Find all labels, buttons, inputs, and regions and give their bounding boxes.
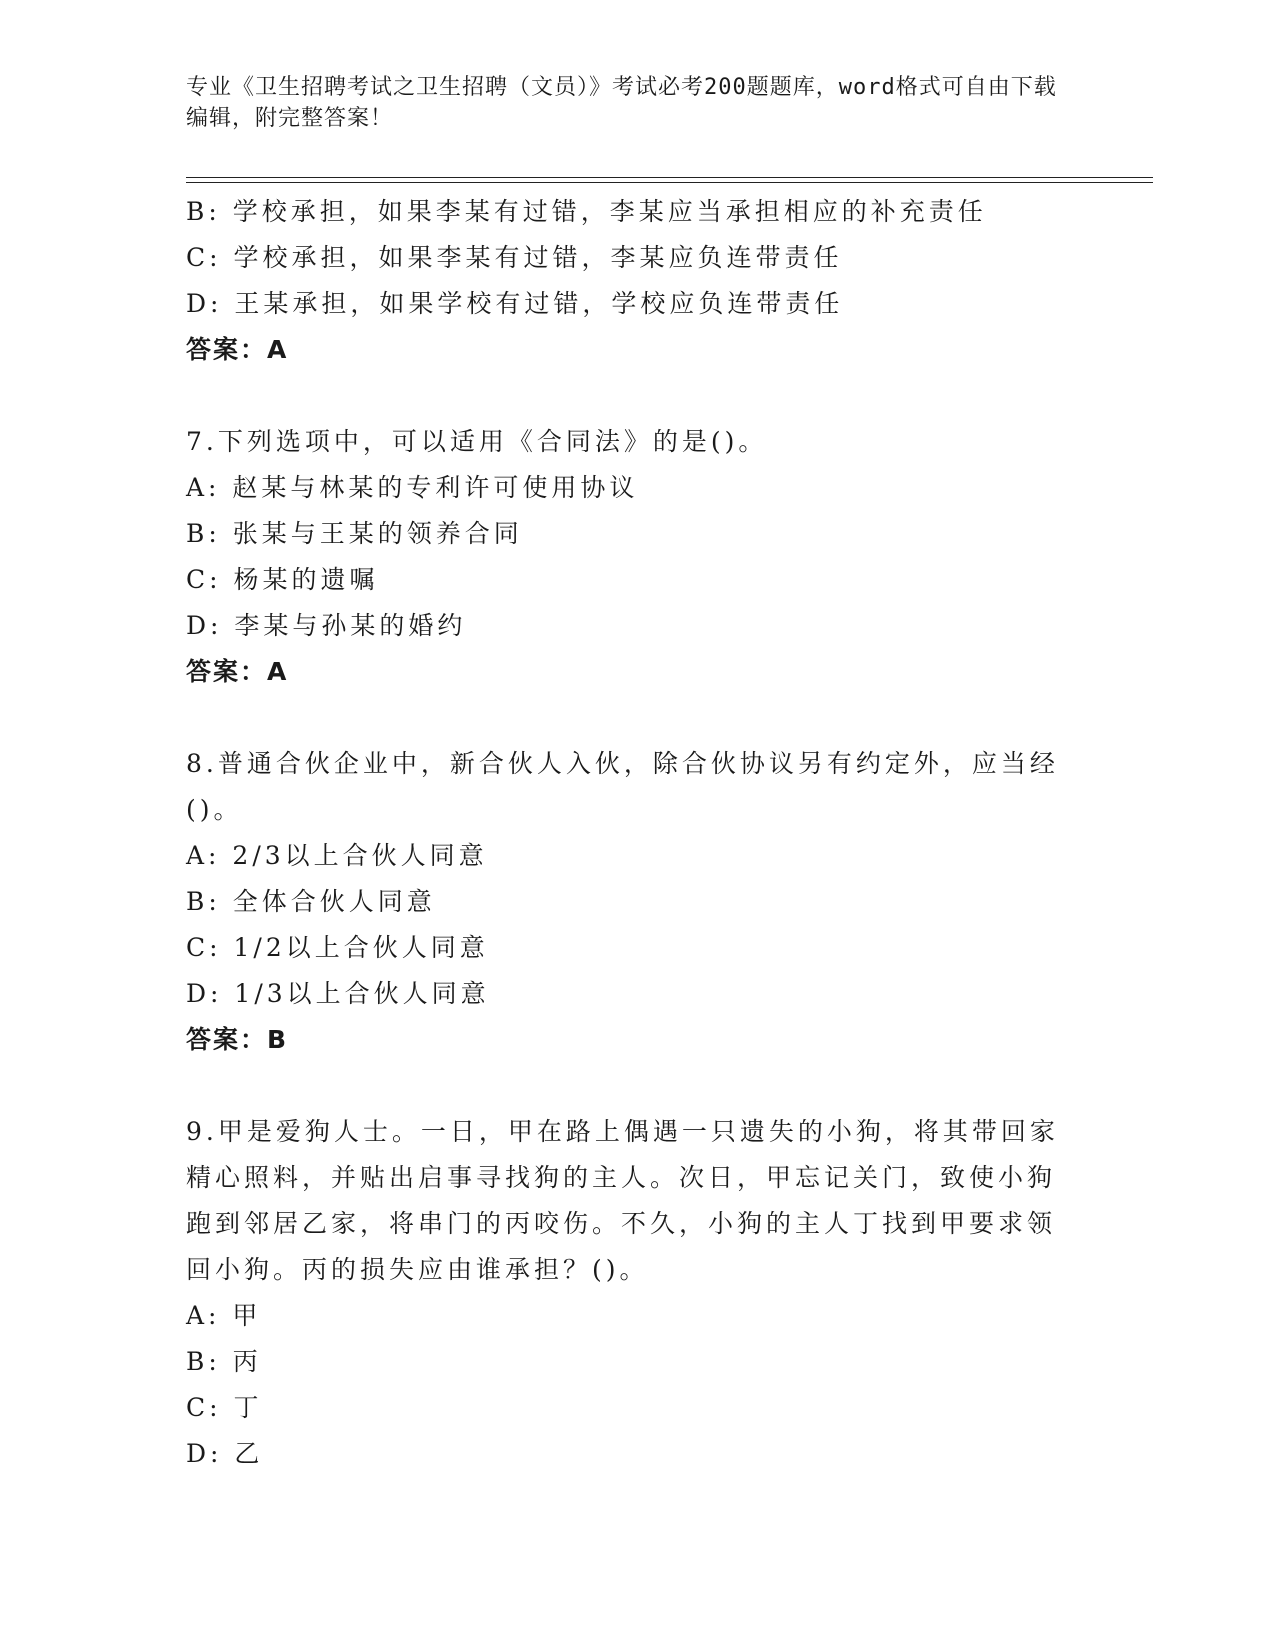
question-text: 7.下列选项中，可以适用《合同法》的是()。 [186, 427, 768, 456]
option-b: B: 全体合伙人同意 [186, 887, 436, 916]
option-d: D: 王某承担，如果学校有过错，学校应负连带责任 [186, 289, 844, 318]
answer-line: 答案：A [186, 657, 289, 686]
option-d: D: 李某与孙某的婚约 [186, 611, 467, 640]
option-b: B: 张某与王某的领养合同 [186, 519, 523, 548]
question-block-7 [186, 419, 1066, 695]
option-c: C: 丁 [186, 1393, 263, 1422]
question-block-9 [186, 1109, 1066, 1477]
spacer [186, 373, 1066, 419]
option-a: A: 甲 [186, 1301, 262, 1330]
document-header: 专业《卫生招聘考试之卫生招聘（文员）》考试必考200题题库，word格式可自由下载编辑，附完整答案！ [186, 75, 1057, 131]
spacer [186, 695, 1066, 741]
option-c: C: 杨某的遗嘱 [186, 565, 379, 594]
option-b: B: 学校承担，如果李某有过错，李某应当承担相应的补充责任 [186, 197, 987, 226]
option-b: B: 丙 [186, 1347, 262, 1376]
option-d: D: 1/3以上合伙人同意 [186, 979, 490, 1008]
question-block-6 [186, 189, 1066, 373]
answer-line: 答案：A [186, 335, 289, 364]
answer-line: 答案：B [186, 1025, 289, 1054]
option-c: C: 学校承担，如果李某有过错，李某应负连带责任 [186, 243, 843, 272]
header-rule-top [186, 177, 1153, 178]
option-a: A: 赵某与林某的专利许可使用协议 [186, 473, 639, 502]
question-list [186, 189, 1066, 1477]
header-rule-bottom [186, 182, 1153, 183]
question-text: 9.甲是爱狗人士。一日，甲在路上偶遇一只遗失的小狗，将其带回家精心照料，并贴出启事寻找狗的主人。次日，甲忘记关门，致使小狗跑到邻居乙家，将串门的丙咬伤。不久，小狗的主人丁找到甲要求领回小狗。丙的损失应由谁承担？()。 [186, 1117, 1059, 1284]
spacer [186, 1063, 1066, 1109]
question-text: 8.普通合伙企业中，新合伙人入伙，除合伙协议另有约定外，应当经()。 [186, 749, 1059, 824]
question-block-8 [186, 741, 1066, 1063]
option-d: D: 乙 [186, 1439, 264, 1468]
option-c: C: 1/2以上合伙人同意 [186, 933, 489, 962]
option-a: A: 2/3以上合伙人同意 [186, 841, 488, 870]
